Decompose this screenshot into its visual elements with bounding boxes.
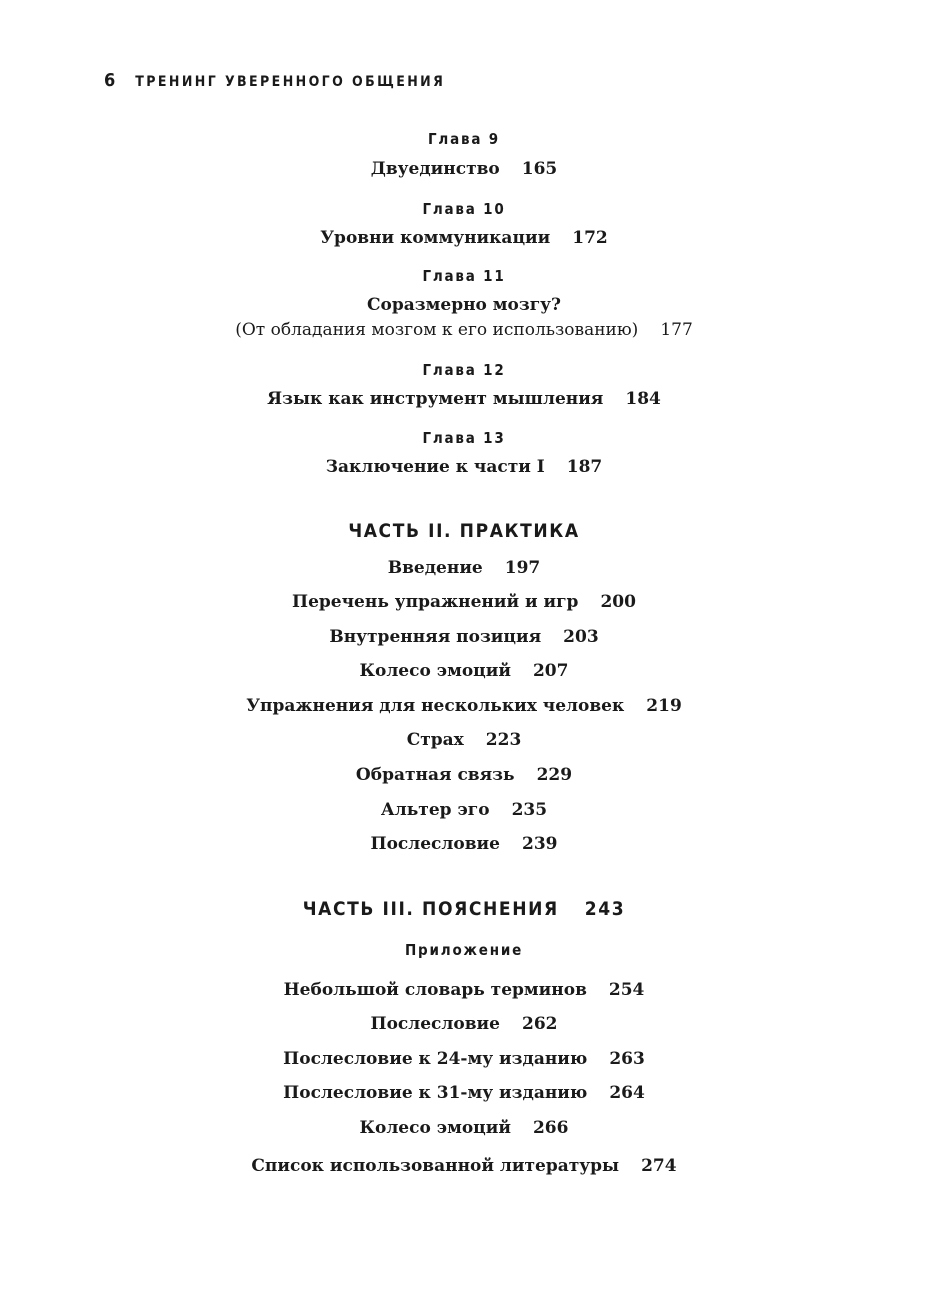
page-number: 6 bbox=[104, 70, 118, 91]
toc-entry[interactable] bbox=[0, 1049, 928, 1069]
toc-entry-page: 229 bbox=[536, 765, 573, 785]
toc-entry[interactable] bbox=[0, 592, 928, 612]
part-heading-title: ЧАСТЬ III. ПОЯСНЕНИЯ bbox=[302, 898, 559, 920]
toc-entry-title: Послесловие bbox=[370, 834, 500, 854]
running-head bbox=[104, 70, 445, 91]
toc-entry-page: 264 bbox=[609, 1083, 645, 1103]
toc-entry[interactable] bbox=[0, 1156, 928, 1176]
toc-entry-subtitle-text: (От обладания мозгом к его использованию) bbox=[235, 320, 639, 340]
toc-entry[interactable] bbox=[0, 1118, 928, 1138]
toc-entry[interactable] bbox=[0, 1014, 928, 1034]
toc-entry-page: 274 bbox=[641, 1156, 677, 1176]
toc-entry[interactable] bbox=[0, 834, 928, 854]
toc-entry[interactable] bbox=[0, 765, 928, 785]
chapter-label: Глава 11 bbox=[422, 267, 506, 285]
toc-entry[interactable] bbox=[0, 800, 928, 820]
toc-entry-title: Список использованной литературы bbox=[251, 1156, 620, 1176]
toc-entry-title: Обратная связь bbox=[355, 765, 515, 785]
toc-entry-subtitle[interactable] bbox=[0, 320, 928, 340]
toc-entry-title: Альтер эго bbox=[380, 800, 490, 820]
toc-entry-page: 254 bbox=[608, 980, 645, 1000]
toc-entry-page: 200 bbox=[600, 592, 636, 612]
toc-entry[interactable] bbox=[0, 730, 928, 750]
toc-entry-page: 266 bbox=[532, 1118, 569, 1138]
toc-entry-title: Послесловие к 24-му изданию bbox=[283, 1049, 588, 1069]
toc-entry-title: Послесловие bbox=[370, 1014, 500, 1034]
toc-entry-title: Послесловие к 31-му изданию bbox=[283, 1083, 588, 1103]
part-heading-page: 243 bbox=[584, 898, 626, 920]
toc-entry-page: 239 bbox=[521, 834, 558, 854]
toc-entry-page: 203 bbox=[563, 627, 599, 647]
toc-entry[interactable] bbox=[0, 228, 928, 248]
toc-entry-title: Небольшой словарь терминов bbox=[283, 980, 587, 1000]
toc-entry-page: 219 bbox=[646, 696, 682, 716]
toc-entry-page: 235 bbox=[511, 800, 548, 820]
toc-entry-title[interactable]: Соразмерно мозгу? bbox=[366, 295, 561, 315]
book-title: ТРЕНИНГ УВЕРЕННОГО ОБЩЕНИЯ bbox=[135, 74, 446, 90]
toc-entry-page: 172 bbox=[572, 228, 608, 248]
toc-entry[interactable] bbox=[0, 1083, 928, 1103]
toc-entry-page: 165 bbox=[521, 159, 558, 179]
toc-entry-page: 207 bbox=[532, 661, 569, 681]
toc-entry[interactable] bbox=[0, 661, 928, 681]
toc-entry-title: Колесо эмоций bbox=[359, 661, 511, 681]
toc-entry-title: Колесо эмоций bbox=[359, 1118, 511, 1138]
part-heading[interactable]: ЧАСТЬ II. ПРАКТИКА bbox=[348, 520, 580, 542]
toc-entry-title: Введение bbox=[387, 558, 483, 578]
toc-entry-page: 263 bbox=[609, 1049, 645, 1069]
toc-entry[interactable] bbox=[0, 696, 928, 716]
toc-entry-title: Упражнения для нескольких человек bbox=[246, 696, 625, 716]
part-heading[interactable] bbox=[0, 898, 928, 920]
toc-entry-page: 177 bbox=[660, 320, 693, 340]
chapter-label: Глава 10 bbox=[422, 200, 506, 218]
toc-entry-title: Перечень упражнений и игр bbox=[292, 592, 579, 612]
toc-entry-title: Двуединство bbox=[370, 159, 500, 179]
toc-entry-page: 197 bbox=[504, 558, 541, 578]
chapter-label: Глава 12 bbox=[422, 361, 506, 379]
chapter-label: Глава 9 bbox=[428, 130, 500, 148]
toc-entry[interactable] bbox=[0, 980, 928, 1000]
toc-entry[interactable] bbox=[0, 159, 928, 179]
toc-entry-title: Страх bbox=[406, 730, 464, 750]
chapter-label: Глава 13 bbox=[422, 429, 506, 447]
toc-entry[interactable] bbox=[0, 389, 928, 409]
toc-entry[interactable] bbox=[0, 558, 928, 578]
toc-entry-title: Заключение к части I bbox=[325, 457, 545, 477]
toc-entry-page: 262 bbox=[521, 1014, 558, 1034]
toc-entry[interactable] bbox=[0, 457, 928, 477]
toc-entry-title: Язык как инструмент мышления bbox=[267, 389, 604, 409]
appendix-label: Приложение bbox=[404, 941, 524, 959]
toc-entry-title: Уровни коммуникации bbox=[320, 228, 551, 248]
toc-entry-page: 187 bbox=[566, 457, 603, 477]
toc-entry-page: 223 bbox=[485, 730, 522, 750]
toc-entry-title: Внутренняя позиция bbox=[329, 627, 542, 647]
toc-entry-page: 184 bbox=[625, 389, 661, 409]
toc-entry[interactable] bbox=[0, 627, 928, 647]
